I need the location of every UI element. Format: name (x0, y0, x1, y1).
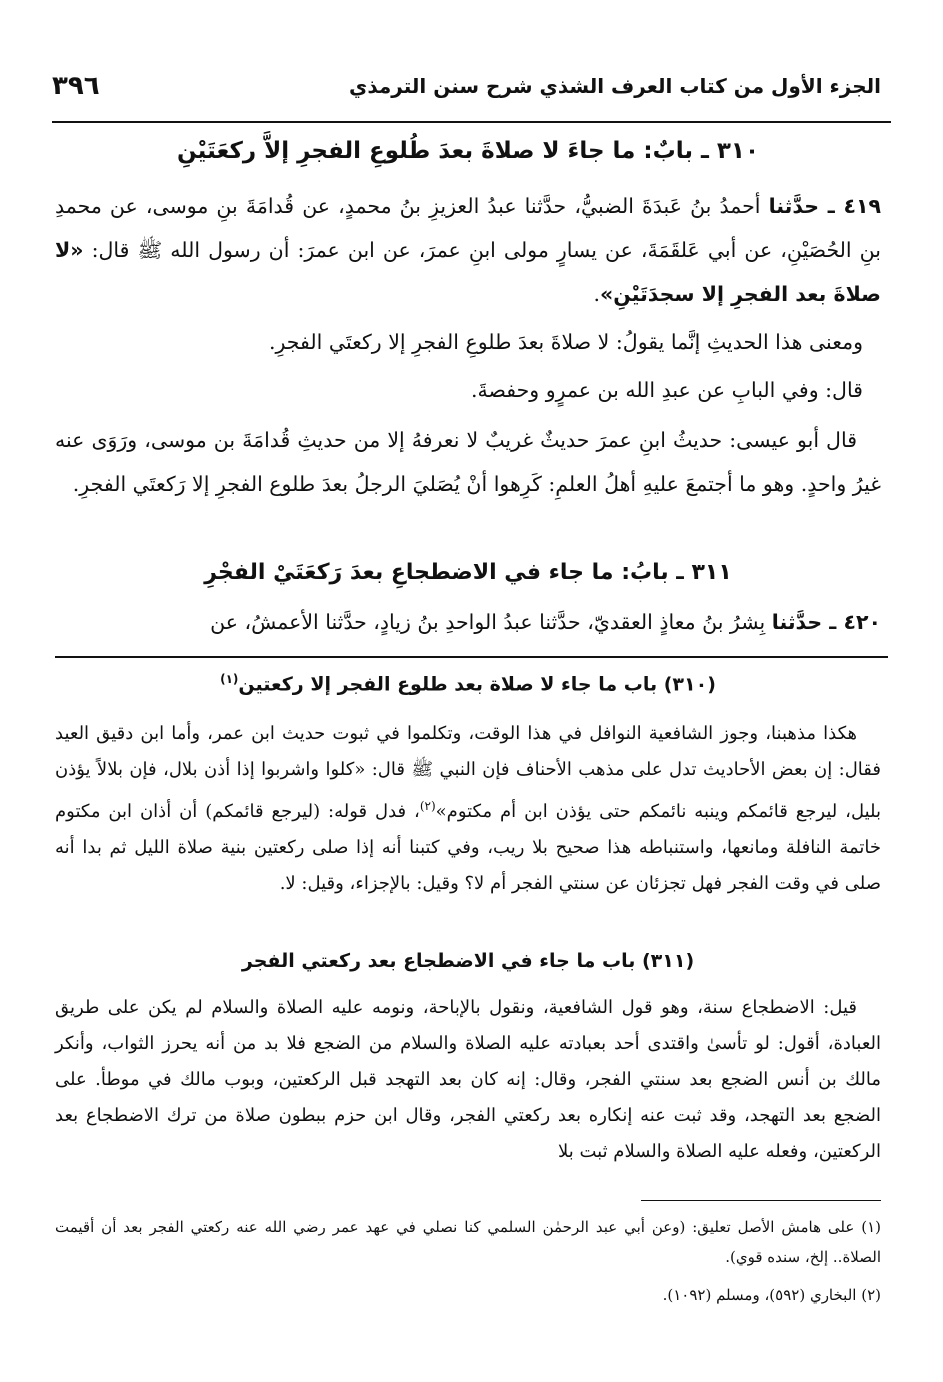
commentary-310-heading (55, 672, 881, 695)
abu-isa-text: قال أبو عيسى: حديثُ ابنِ عمرَ حديثٌ غريبٌ لا نعرفهُ إلا من حديثِ قُدامَةَ بن موسى، ورَوَى عنه غيرُ واحدٍ. وهو ما أجتمعَ عليهِ أهلُ العلمِ: كَرِهوا أنْ يُصَليَ الرجلُ بعدَ طلوع الفجرِ إلا رَكعتَي الفجرِ. (55, 428, 881, 496)
footnote-2: (٢) البخاري (٥٩٢)، ومسلم (١٠٩٢). (662, 1286, 881, 1304)
footnote-rule (641, 1200, 881, 1201)
bab-paragraph: قال: وفي البابِ عن عبدِ الله بن عمرٍو وحفصةَ. (470, 378, 863, 402)
chapter-310-heading: ٣١٠ ـ بابٌ: ما جاءَ لا صلاةَ بعدَ طُلوعِ الفجرِ إلاَّ ركعَتَيْنِ (176, 138, 760, 164)
hadith-420-number: ٤٢٠ ـ حدَّثنا (771, 610, 881, 634)
header-rule (52, 121, 891, 123)
chapter-311-heading: ٣١١ ـ بابُ: ما جاء في الاضطجاعِ بعدَ رَكعَتَيْ الفجْرِ (204, 560, 732, 585)
hadith-419-number: ٤١٩ ـ حدَّثنا (768, 194, 881, 218)
footnote-1: (١) على هامش الأصل تعليق: (وعن أبي عبد الرحمٰن السلمي كنا نصلي في عهد عمر رضي الله عنه ركعتي الفجر بعد أن أقيمت الصلاة.. إلخ، سنده قوي). (55, 1218, 881, 1266)
commentary-311-heading: (٣١١) باب ما جاء في الاضطجاع بعد ركعتي الفجر (241, 950, 695, 972)
abu-isa-paragraph (55, 418, 881, 506)
hadith-419-end: . (593, 282, 601, 306)
commentary-310-text: هكذا مذهبنا، وجوز الشافعية النوافل في هذا الوقت، وتكلموا في ثبوت حديث ابن عمر، وأما ابن دقيق العيد فقال: إن بعض الأحاديث تدل على مذهب الأحناف فإن النبي ﷺ قال: «كلوا واشربوا إذا أذن بلال، فإن بلالاً يؤذن بليل، ليرجع قائمكم وينبه نائمكم حتى يؤذن ابن أم مكتوم» (55, 723, 882, 822)
footnotes (55, 1212, 881, 1310)
hadith-420-chain: بِشرُ بنُ معاذٍ العقديّ، حدَّثنا عبدُ الواحدِ بنُ زيادٍ، حدَّثنا الأعمشُ، عن (210, 610, 766, 634)
meaning-paragraph: ومعنى هذا الحديثِ إنَّما يقولُ: لا صلاةَ بعدَ طلوعِ الفجرِ إلا ركعتَي الفجرِ. (268, 330, 863, 354)
hadith-419-chain: أحمدُ بنُ عَبدَةَ الضبيُّ، حدَّثنا عبدُ العزيزِ بنُ محمدٍ، عن قُدامَةَ بنِ موسى، عن محمدِ بنِ الحُصَيْنِ، عن أبي عَلقَمَةَ، عن يسارٍ مولى ابنِ عمرَ، عن ابن عمرَ: أن رسول الله ﷺ قال: (55, 194, 881, 262)
running-title: الجزء الأول من كتاب العرف الشذي شرح سنن الترمذي (349, 74, 881, 98)
hadith-419 (55, 184, 881, 316)
page-header (52, 60, 881, 112)
commentary-311-body (55, 990, 881, 1170)
footnote-ref-1: (١) (220, 672, 239, 686)
page-number: ٣٩٦ (52, 71, 100, 101)
commentary-310-body (55, 716, 881, 902)
commentary-310-title: (٣١٠) باب ما جاء لا صلاة بعد طلوع الفجر إلا ركعتين (238, 673, 716, 696)
commentary-311-text: قيل: الاضطجاع سنة، وهو قول الشافعية، ونقول بالإباحة، ونومه عليه الصلاة والسلام لم يكن على طريق العبادة، أقول: لو تأسىٰ واقتدى أحد بعبادته عليه الصلاة والسلام من الضجع فلا بد من أنه يحرز الثواب، وأنكر مالك بن أنس الضجع بعد سنتي الفجر، وقال: إنه كان بعد التهجد قبل الركعتين، وبوب مالك في موطأ. على الضجع بعد التهجد، وقد ثبت عنه إنكاره بعد ركعتي الفجر، وقال ابن حزم ببطون صلاة من ترك الاضطجاع بعد الركعتين، وفعله عليه الصلاة والسلام ثبت بلا (55, 997, 882, 1162)
commentary-divider (55, 656, 888, 658)
footnote-ref-2: (٢) (419, 799, 436, 813)
hadith-419-quote: «لا صلاةَ بعد الفجرِ إلا سجدَتَيْنِ» (55, 238, 881, 306)
commentary-310-text-cont: ، فدل قوله: (ليرجع قائمكم) أن أذان ابن مكتوم خاتمة النافلة ومانعها، واستنباطه هذا صحيح بلا ريب، وفي كتبنا أنه إذا صلى ركعتين بنية صلاة الليل ثم بدا أنه صلى في وقت الفجر فهل تجزئان عن سنتي الفجر أم لا؟ وقيل: بالإجزاء، وقيل: لا. (55, 801, 881, 894)
hadith-420 (55, 600, 881, 644)
